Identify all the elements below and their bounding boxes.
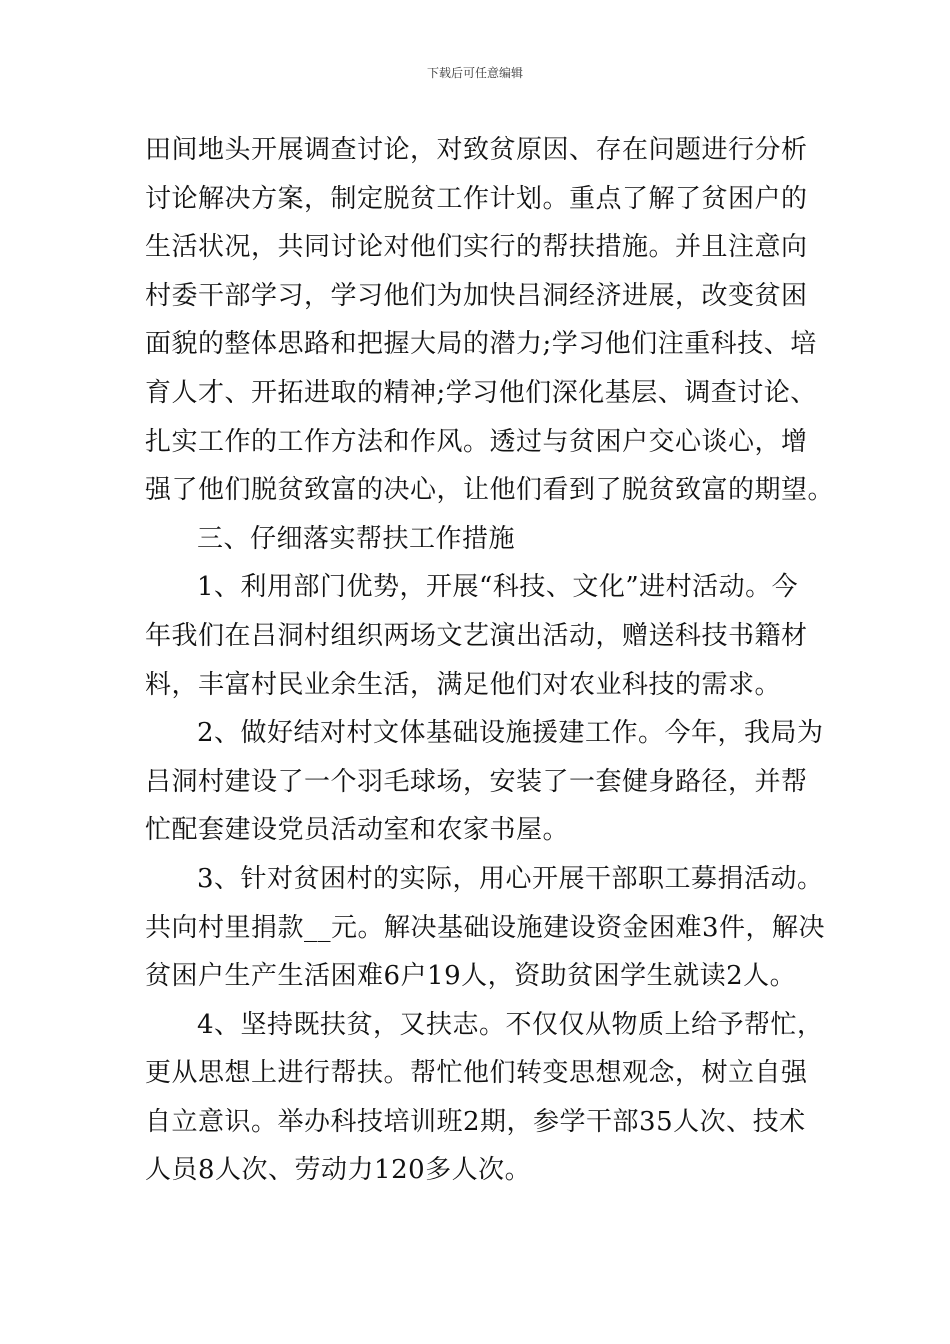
text-line: 忙配套建设党员活动室和农家书屋。 bbox=[145, 815, 570, 846]
text-line: 讨论解决方案，制定脱贫工作计划。重点了解了贫困户的 bbox=[145, 183, 808, 214]
text-line: 田间地头开展调查讨论，对致贫原因、存在问题进行分析 bbox=[145, 135, 808, 165]
text-line: 更从思想上进行帮扶。帮忙他们转变思想观念，树立自强 bbox=[145, 1058, 808, 1089]
text-line: 4、坚持既扶贫，又扶志。不仅仅从物质上给予帮忙， bbox=[197, 1009, 824, 1040]
text-line: 料，丰富村民业余生活，满足他们对农业科技的需求。 bbox=[145, 669, 782, 700]
text-line: 面貌的整体思路和把握大局的潜力;学习他们注重科技、培 bbox=[145, 329, 817, 360]
text-line: 生活状况，共同讨论对他们实行的帮扶措施。并且注意向 bbox=[145, 232, 808, 263]
text-line: 3、针对贫困村的实际，用心开展干部职工募捐活动。 bbox=[197, 863, 824, 894]
text-line: 自立意识。举办科技培训班2期，参学干部35人次、技术 bbox=[145, 1106, 806, 1137]
text-line: 人员8人次、劳动力120多人次。 bbox=[145, 1155, 532, 1186]
text-line: 村委干部学习，学习他们为加快吕洞经济进展，改变贫困 bbox=[145, 280, 808, 311]
text-line: 1、利用部门优势，开展“科技、文化”进村活动。今 bbox=[197, 572, 799, 603]
text-line: 年我们在吕洞村组织两场文艺演出活动，赠送科技书籍材 bbox=[145, 620, 808, 651]
text-line: 强了他们脱贫致富的决心，让他们看到了脱贫致富的期望。 bbox=[145, 475, 835, 506]
text-line: 扎实工作的工作方法和作风。透过与贫困户交心谈心，增 bbox=[145, 426, 808, 457]
text-line: 共向村里捐款__元。解决基础设施建设资金困难3件，解决 bbox=[145, 912, 826, 943]
text-line: 吕洞村建设了一个羽毛球场，安装了一套健身路径，并帮 bbox=[145, 766, 808, 797]
page-header-note: 下载后可任意编辑 bbox=[426, 66, 523, 80]
text-line: 育人才、开拓进取的精神;学习他们深化基层、调查讨论、 bbox=[145, 377, 817, 408]
text-line: 贫困户生产生活困难6户19人，资助贫困学生就读2人。 bbox=[145, 961, 797, 992]
document-body bbox=[145, 126, 835, 1195]
text-line: 2、做好结对村文体基础设施援建工作。今年，我局为 bbox=[197, 718, 824, 749]
section-heading: 三、仔细落实帮扶工作措施 bbox=[197, 523, 516, 554]
